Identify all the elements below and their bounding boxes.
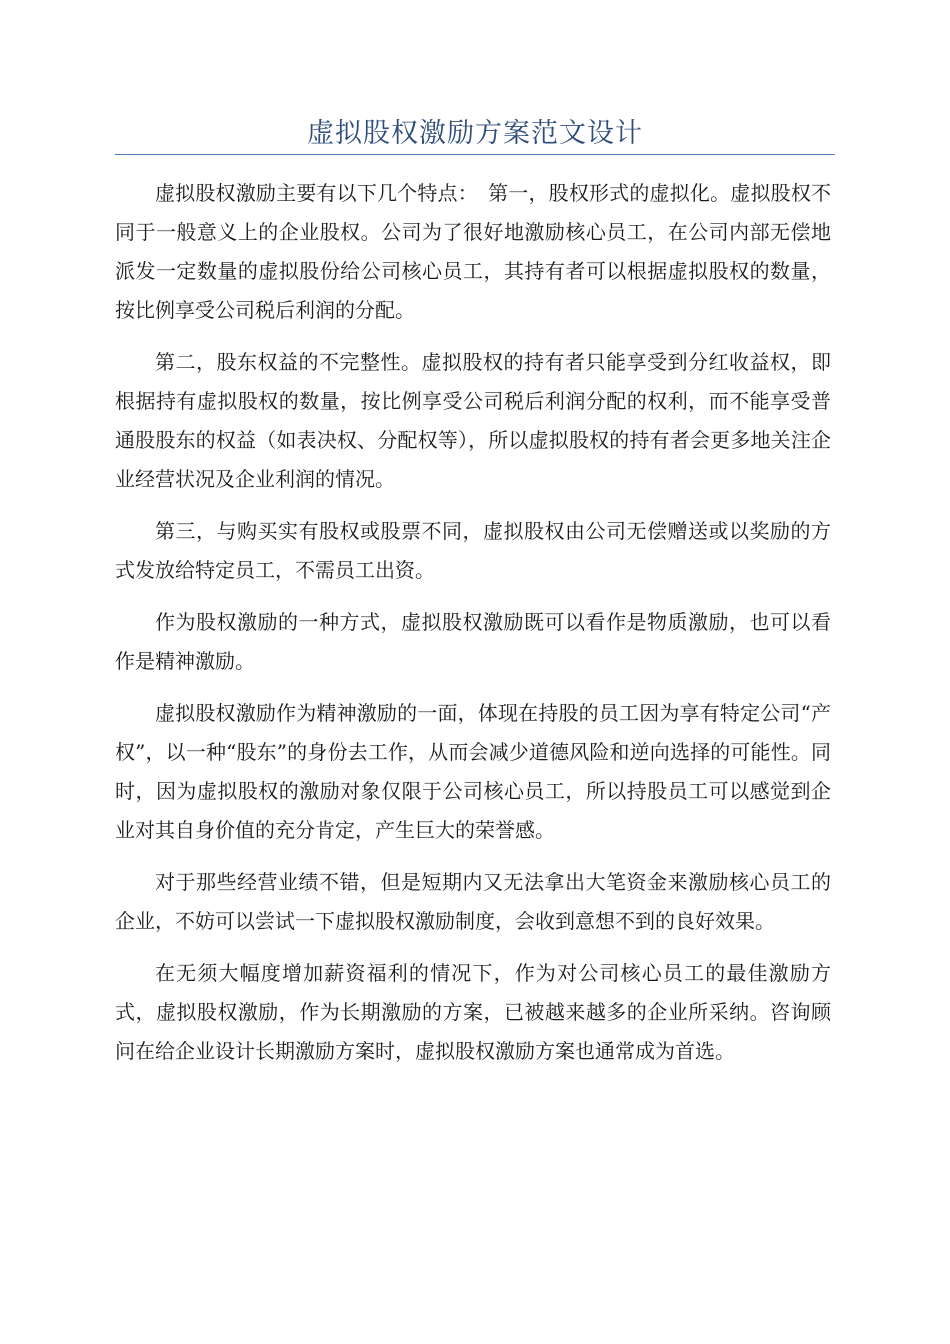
title-underline [115,154,835,155]
paragraph-spiritual-incentive: 虚拟股权激励作为精神激励的一面，体现在持股的员工因为享有特定公司“产权”，以一种“股东”的身份去工作，从而会减少道德风险和逆向选择的可能性。同时，因为虚拟股权的激励对象仅限于公司核心员工，所以持股员工可以感觉到企业对其自身价值的充分肯定，产生巨大的荣誉感。 [115,701,831,842]
document-body [115,174,831,1084]
paragraph-suitable-companies: 对于那些经营业绩不错，但是短期内又无法拿出大笔资金来激励核心员工的企业，不妨可以尝试一下虚拟股权激励制度，会收到意想不到的良好效果。 [115,870,831,933]
paragraph-incentive-type: 作为股权激励的一种方式，虚拟股权激励既可以看作是物质激励，也可以看作是精神激励。 [115,610,831,673]
paragraph-preferred-choice: 在无须大幅度增加薪资福利的情况下，作为对公司核心员工的最佳激励方式，虚拟股权激励，作为长期激励的方案，已被越来越多的企业所采纳。咨询顾问在给企业设计长期激励方案时，虚拟股权激励方案也通常成为首选。 [115,961,831,1063]
paragraph-features-second: 第二，股东权益的不完整性。虚拟股权的持有者只能享受到分红收益权，即根据持有虚拟股权的数量，按比例享受公司税后利润分配的权利，而不能享受普通股股东的权益（如表决权、分配权等），所以虚拟股权的持有者会更多地关注企业经营状况及企业利润的情况。 [115,350,831,491]
paragraph-features-first: 虚拟股权激励主要有以下几个特点： 第一，股权形式的虚拟化。虚拟股权不同于一般意义上的企业股权。公司为了很好地激励核心员工，在公司内部无偿地派发一定数量的虚拟股份给公司核心员工，其持有者可以根据虚拟股权的数量，按比例享受公司税后利润的分配。 [115,181,831,322]
paragraph-features-third: 第三，与购买实有股权或股票不同，虚拟股权由公司无偿赠送或以奖励的方式发放给特定员工，不需员工出资。 [115,519,831,582]
document-title: 虚拟股权激励方案范文设计 [307,118,643,149]
